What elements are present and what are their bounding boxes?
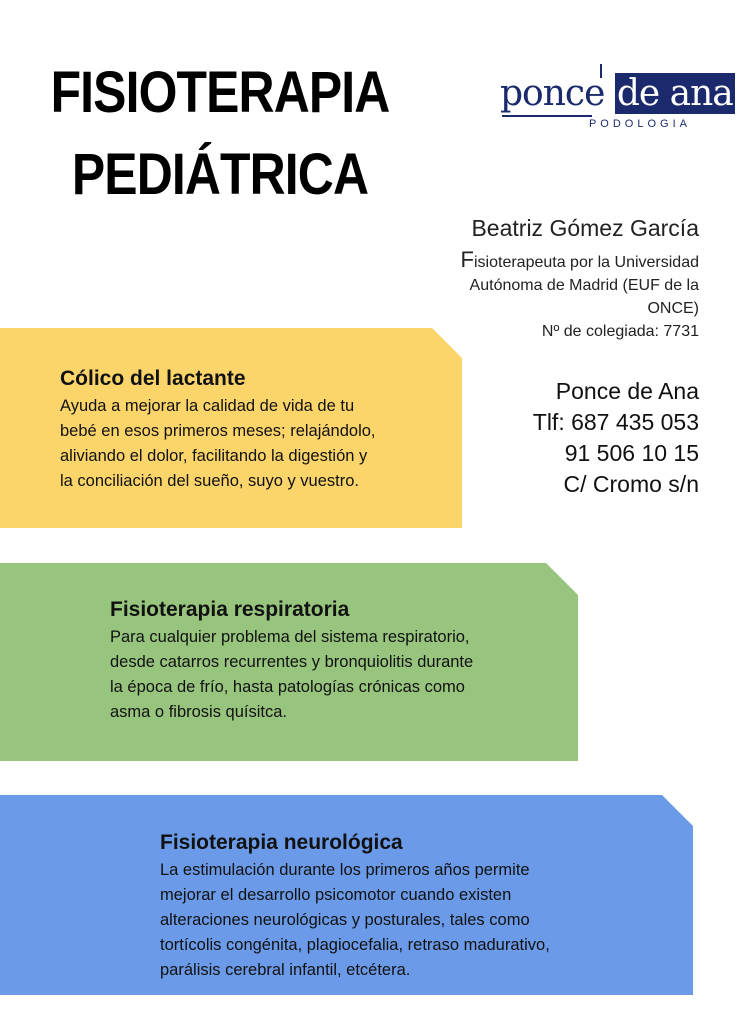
author-credential-line-1: Fisioterapeuta por la Universidad bbox=[460, 247, 699, 272]
clinic-logo bbox=[500, 64, 733, 138]
logo-underline bbox=[502, 115, 592, 117]
logo-wordmark bbox=[500, 72, 735, 116]
service-card-neurologica bbox=[0, 795, 693, 995]
service-line: la conciliación del sueño, suyo y vuestro. bbox=[60, 472, 359, 490]
service-card-colico bbox=[0, 328, 462, 528]
logo-part-2: de ana bbox=[616, 73, 733, 114]
contact-phone-1: Tlf: 687 435 053 bbox=[532, 409, 699, 435]
service-line: desde catarros recurrentes y bronquiolitis durante bbox=[110, 653, 474, 671]
service-line: aliviando el dolor, facilitando la digestión y bbox=[60, 447, 368, 465]
service-line: Para cualquier problema del sistema respiratorio, bbox=[110, 628, 470, 646]
service-heading: Fisioterapia neurológica bbox=[160, 831, 403, 854]
service-line: Ayuda a mejorar la calidad de vida de tu bbox=[60, 397, 355, 415]
contact-address: C/ Cromo s/n bbox=[563, 471, 699, 497]
page-title bbox=[31, 52, 409, 216]
title-line-1: FISIOTERAPIA bbox=[50, 60, 390, 125]
service-line: La estimulación durante los primeros años permite bbox=[160, 861, 530, 879]
title-line-2: PEDIÁTRICA bbox=[71, 142, 369, 207]
service-description bbox=[60, 394, 450, 494]
service-line: alteraciones neurológicas y posturales, tales como bbox=[160, 911, 530, 929]
author-block bbox=[359, 212, 699, 343]
author-credential-line-2: Autónoma de Madrid (EUF de la bbox=[469, 277, 699, 294]
service-line: asma o fibrosis quísitca. bbox=[110, 703, 287, 721]
service-card-respiratoria bbox=[0, 563, 578, 761]
author-name: Beatriz Gómez García bbox=[471, 215, 699, 241]
service-line: bebé en esos primeros meses; relajándolo, bbox=[60, 422, 376, 440]
service-line: tortícolis congénita, plagiocefalia, retraso madurativo, bbox=[160, 936, 550, 954]
contact-phone-2: 91 506 10 15 bbox=[564, 440, 699, 466]
service-description bbox=[110, 625, 560, 725]
service-description bbox=[160, 858, 630, 983]
service-line: mejorar el desarrollo psicomotor cuando existen bbox=[160, 886, 512, 904]
contact-clinic-name: Ponce de Ana bbox=[555, 378, 699, 404]
service-line: la época de frío, hasta patologías crónicas como bbox=[110, 678, 465, 696]
author-credential-line-3: ONCE) bbox=[647, 300, 699, 317]
service-heading: Fisioterapia respiratoria bbox=[110, 598, 350, 621]
contact-block bbox=[439, 376, 699, 500]
service-line: parálisis cerebral infantil, etcétera. bbox=[160, 961, 411, 979]
service-heading: Cólico del lactante bbox=[60, 367, 246, 390]
logo-subtitle: PODOLOGIA bbox=[588, 118, 691, 130]
logo-part-1: ponce bbox=[500, 73, 615, 114]
author-registration: Nº de colegiada: 7731 bbox=[541, 323, 699, 340]
